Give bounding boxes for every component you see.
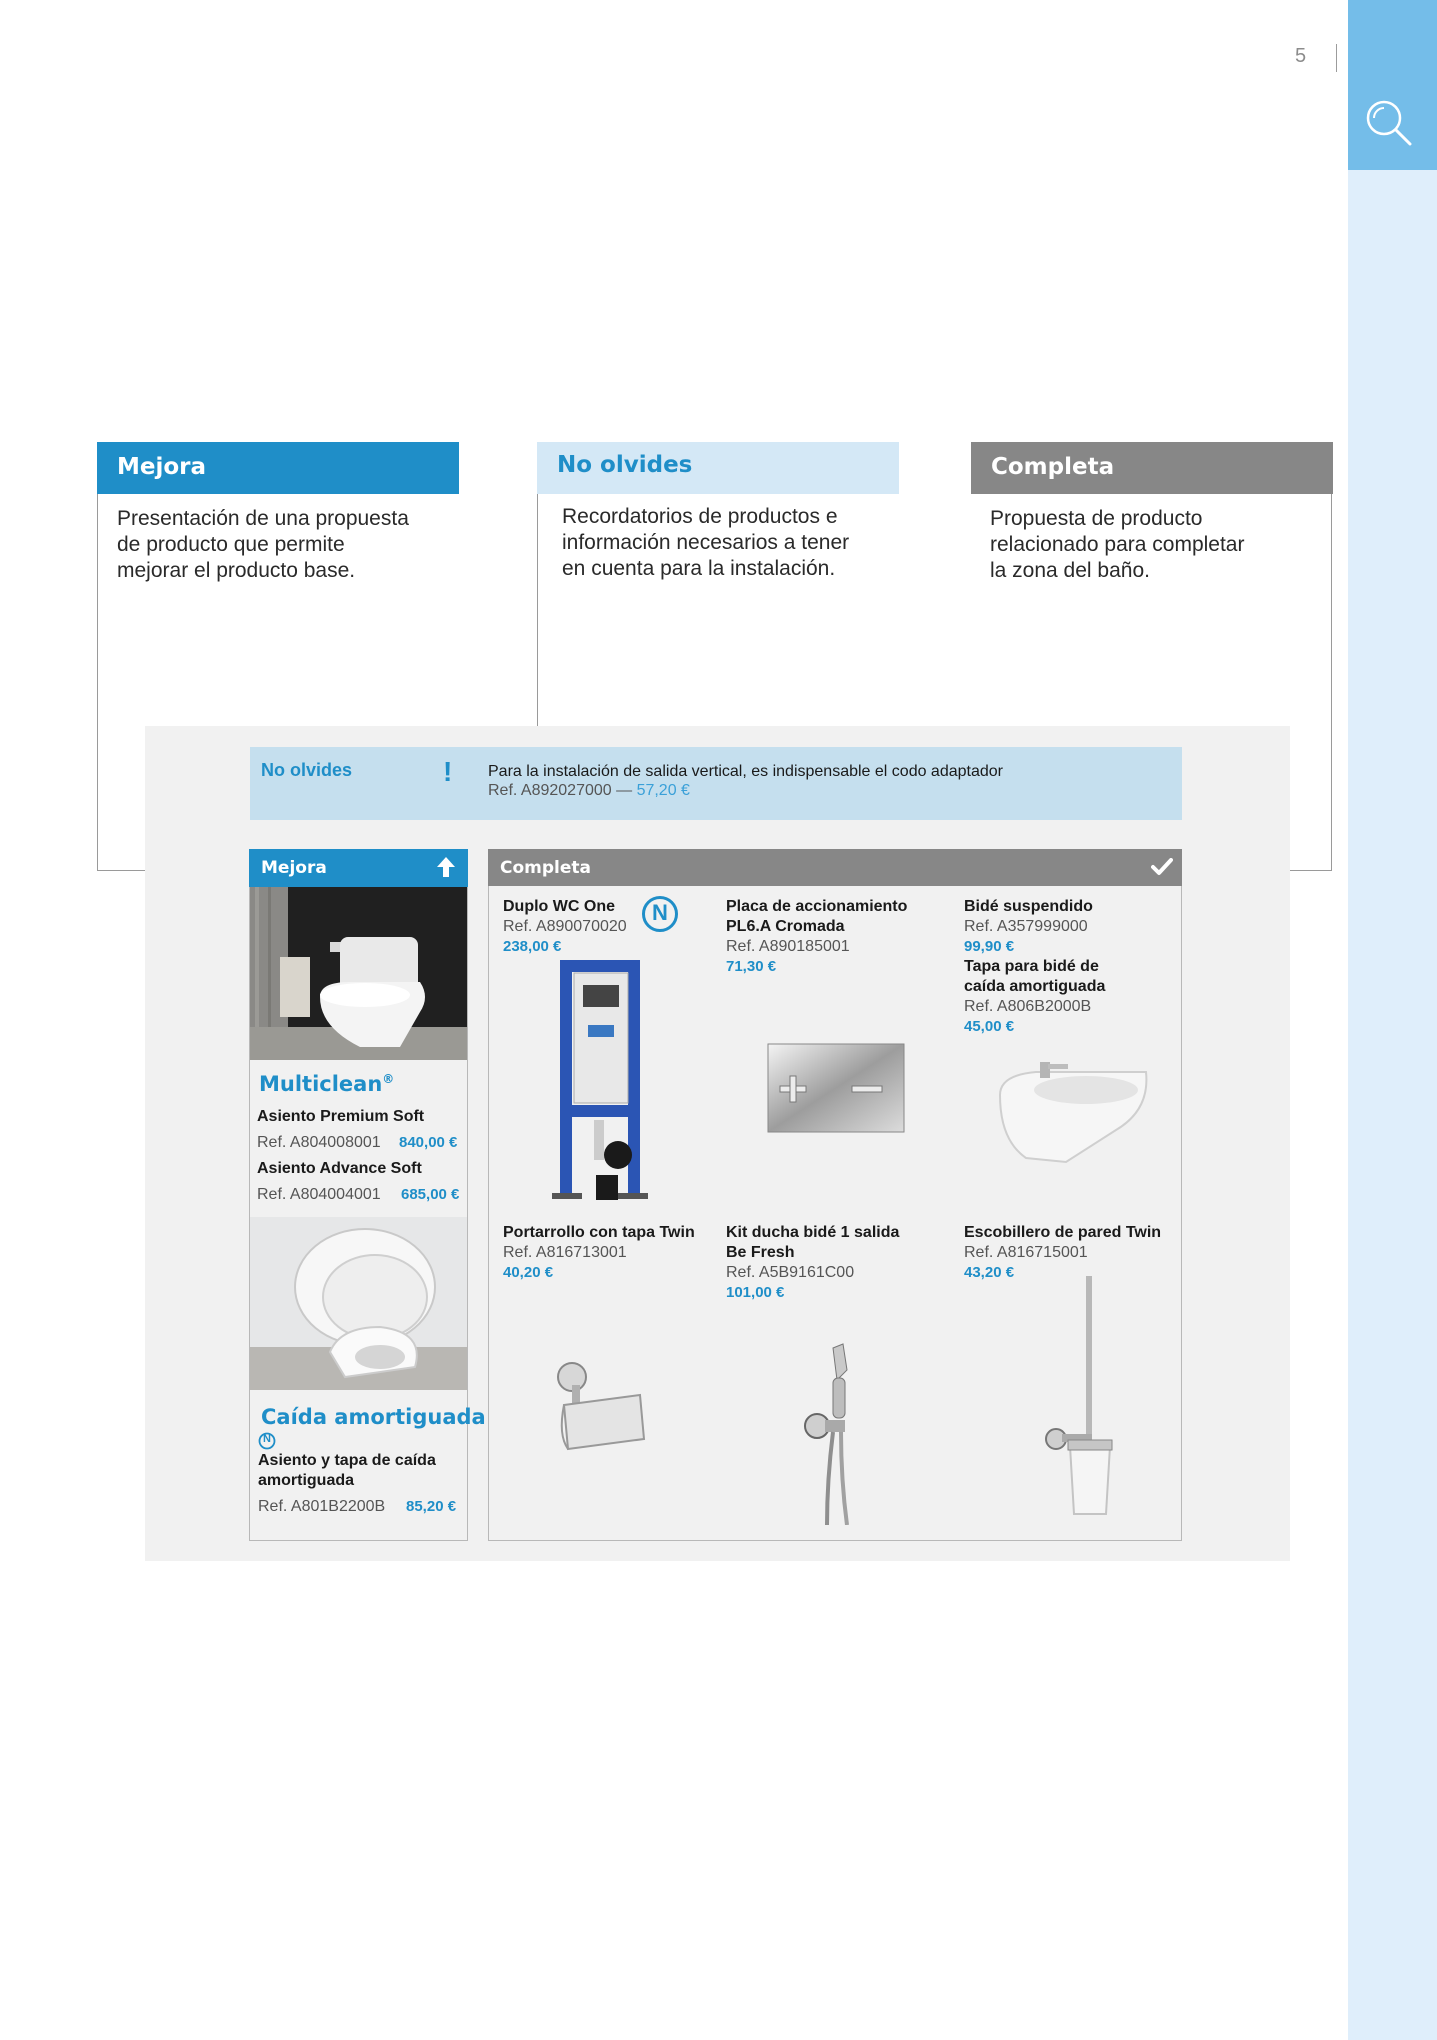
new-badge-letter: N (652, 900, 668, 925)
legend-completa-header (971, 442, 1333, 494)
seat-ref: Ref. A801B2200B (258, 1498, 386, 1515)
new-badge-letter: N (263, 1433, 271, 1445)
seat-name-line: amortiguada (258, 1472, 355, 1489)
product-price: 238,00 € (503, 938, 562, 955)
legend-mejora-line: Presentación de una propuesta (117, 507, 409, 530)
product-ref: Ref. A357999000 (964, 918, 1088, 935)
mejora-item-price: 840,00 € (399, 1134, 458, 1151)
mejora-item-price: 685,00 € (401, 1186, 460, 1203)
right-sidebar (1348, 0, 1437, 2040)
product-extra-ref: Ref. A806B2000B (964, 998, 1092, 1015)
product-name: PL6.A Cromada (726, 918, 845, 935)
magnifier-icon (1364, 98, 1414, 148)
page-number: 5 (1295, 45, 1307, 67)
product-ref: Ref. A816715001 (964, 1244, 1088, 1261)
arrow-up-icon (436, 856, 456, 878)
search-tab[interactable] (1348, 0, 1437, 170)
product-name: Portarrollo con tapa Twin (503, 1224, 695, 1241)
multiclean-photo (250, 887, 467, 1060)
product-extra-name: caída amortiguada (964, 978, 1106, 995)
product-ref: Ref. A816713001 (503, 1244, 627, 1261)
page-number-rule (1336, 44, 1337, 72)
product-name: Kit ducha bidé 1 salida (726, 1224, 900, 1241)
seat-name-line: Asiento y tapa de caída (258, 1452, 436, 1469)
connector-line (1331, 494, 1332, 871)
no-olvides-ref-line (488, 782, 690, 800)
no-olvides-dash: — (611, 782, 637, 799)
connector-line (537, 494, 538, 734)
mejora-item-ref: Ref. A804008001 (257, 1134, 381, 1151)
no-olvides-title: No olvides (261, 760, 353, 780)
legend-mejora-title: Mejora (117, 454, 207, 480)
product-name: Escobillero de pared Twin (964, 1224, 1162, 1241)
legend-no-olvides-line: información necesarios a tener (562, 531, 850, 554)
seat-price: 85,20 € (406, 1498, 457, 1515)
legend-completa-line: la zona del baño. (990, 559, 1150, 582)
legend-completa-title: Completa (991, 454, 1115, 480)
registered-mark: ® (382, 1072, 395, 1086)
toilet-roll-holder-image (548, 1355, 648, 1455)
legend-completa-line: Propuesta de producto (990, 507, 1203, 530)
product-extra-price: 45,00 € (964, 1018, 1015, 1035)
legend-no-olvides-title: No olvides (557, 452, 693, 478)
no-olvides-ref: Ref. A892027000 (488, 782, 612, 799)
mejora-item-name: Asiento Advance Soft (257, 1160, 422, 1177)
bidet-image (996, 1050, 1152, 1165)
product-ref: Ref. A890070020 (503, 918, 627, 935)
legend-no-olvides-header (537, 442, 899, 494)
completa-title: Completa (500, 858, 591, 878)
product-ref: Ref. A5B9161C00 (726, 1264, 855, 1281)
product-name: Be Fresh (726, 1244, 795, 1261)
legend-mejora-line: mejorar el producto base. (117, 559, 356, 582)
product-extra-name: Tapa para bidé de (964, 958, 1099, 975)
mejora-title: Mejora (261, 858, 327, 878)
bidet-shower-image (795, 1340, 865, 1525)
multiclean-title-text: Multiclean (259, 1072, 383, 1096)
product-price: 43,20 € (964, 1264, 1015, 1281)
caida-amortiguada-title: Caída amortiguada (261, 1405, 486, 1429)
seat-photo (250, 1217, 467, 1390)
legend-completa-line: relacionado para completar (990, 533, 1245, 556)
mejora-item-name: Asiento Premium Soft (257, 1108, 425, 1125)
product-price: 101,00 € (726, 1284, 785, 1301)
legend-mejora-header (97, 442, 459, 494)
legend-no-olvides-line: Recordatorios de productos e (562, 505, 838, 528)
product-price: 71,30 € (726, 958, 777, 975)
legend-mejora-description (117, 506, 447, 584)
no-olvides-price: 57,20 € (636, 782, 690, 799)
product-price: 99,90 € (964, 938, 1015, 955)
mejora-item-ref: Ref. A804004001 (257, 1186, 381, 1203)
connector-line (97, 494, 98, 871)
installation-frame-image (550, 955, 660, 1215)
product-name: Bidé suspendido (964, 898, 1093, 915)
multiclean-title (259, 1072, 394, 1096)
legend-no-olvides-line: en cuenta para la instalación. (562, 557, 836, 580)
toilet-brush-image (1042, 1274, 1122, 1519)
product-name: Placa de accionamiento (726, 898, 908, 915)
no-olvides-box (250, 747, 1182, 820)
flush-plate-image (766, 1042, 906, 1134)
check-icon (1151, 858, 1173, 876)
exclamation-icon: ! (443, 756, 453, 787)
product-name: Duplo WC One (503, 898, 615, 915)
product-price: 40,20 € (503, 1264, 554, 1281)
legend-completa-description (990, 506, 1320, 584)
completa-header (488, 849, 1182, 886)
product-ref: Ref. A890185001 (726, 938, 850, 955)
legend-mejora-line: de producto que permite (117, 533, 345, 556)
no-olvides-text: Para la instalación de salida vertical, es indispensable el codo adaptador (488, 763, 1003, 780)
legend-no-olvides-description (562, 504, 892, 582)
